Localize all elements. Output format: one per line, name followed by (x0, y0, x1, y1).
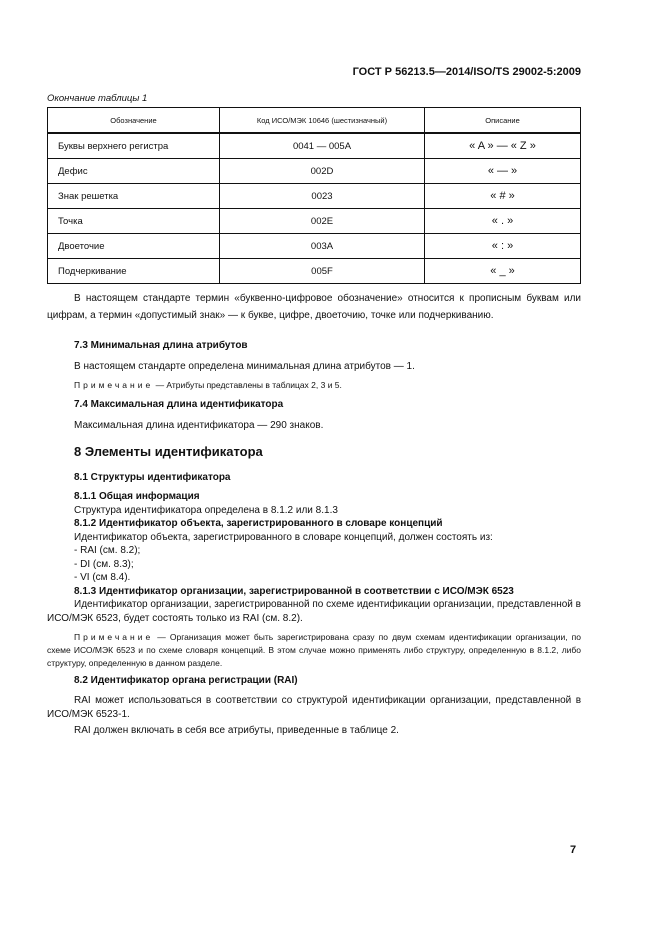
paragraph: RAI может использоваться в соответствии со структурой идентификации организации, представленной в ИСО/МЭК 6523-1. (47, 695, 581, 720)
designation-cell: Двоеточие (48, 234, 220, 259)
note-label: Примечание (74, 380, 154, 390)
paragraph: Максимальная длина идентификатора — 290 знаков. (74, 420, 324, 431)
code-cell: 002D (220, 159, 425, 184)
description-cell: « . » (425, 209, 581, 234)
description-cell: « _ » (425, 259, 581, 284)
paragraph: Идентификатор объекта, зарегистрированного в словаре концепций, должен состоять из: (74, 531, 493, 543)
table-row (48, 133, 581, 159)
section-heading: 8.1 Структуры идентификатора (74, 472, 231, 483)
designation-cell: Дефис (48, 159, 220, 184)
code-cell: 003A (220, 234, 425, 259)
column-header: Обозначение (48, 108, 220, 134)
paragraph: Идентификатор организации, зарегистрированной по схеме идентификации организации, представленной в ИСО/МЭК 6523, будет состоять только из RAI (см. 8.2). (47, 599, 581, 624)
section-heading: 8.2 Идентификатор органа регистрации (RAI) (74, 675, 298, 686)
code-cell: 005F (220, 259, 425, 284)
description-cell: « A » — « Z » (425, 133, 581, 159)
list-item: - DI (см. 8.3); (74, 558, 134, 570)
paragraph: Структура идентификатора определена в 8.1.2 или 8.1.3 (74, 504, 338, 516)
column-header: Код ИСО/МЭК 10646 (шестизначный) (220, 108, 425, 134)
section-8-1-body (47, 490, 581, 625)
section-heading: 7.4 Максимальная длина идентификатора (74, 399, 284, 410)
page-number: 7 (570, 844, 577, 856)
description-cell: « — » (425, 159, 581, 184)
subsection-heading: 8.1.1 Общая информация (74, 491, 200, 502)
section-8-2-body (47, 694, 581, 738)
list-item: - VI (см 8.4). (74, 572, 131, 583)
intro-paragraph: В настоящем стандарте термин «буквенно-цифровое обозначение» относится к прописным буквам или цифрам, а термин «допустимый знак» — к букве, цифре, двоеточию, точке или подчеркиванию. (47, 293, 581, 321)
note (47, 380, 581, 390)
designation-cell: Знак решетка (48, 184, 220, 209)
character-table (47, 107, 581, 284)
column-header: Описание (425, 108, 581, 134)
designation-cell: Буквы верхнего регистра (48, 133, 220, 159)
description-cell: « : » (425, 234, 581, 259)
subsection-heading: 8.1.2 Идентификатор объекта, зарегистрированного в словаре концепций (74, 518, 443, 529)
description-cell: « # » (425, 184, 581, 209)
table-row (48, 259, 581, 284)
note-label: Примечание (74, 632, 154, 642)
paragraph: В настоящем стандарте определена минимальная длина атрибутов — 1. (74, 361, 415, 372)
document-header: ГОСТ Р 56213.5—2014/ISO/TS 29002-5:2009 (352, 66, 581, 78)
section-heading: 7.3 Минимальная длина атрибутов (74, 340, 248, 351)
table-row (48, 234, 581, 259)
designation-cell: Подчеркивание (48, 259, 220, 284)
code-cell: 0023 (220, 184, 425, 209)
table-row (48, 209, 581, 234)
designation-cell: Точка (48, 209, 220, 234)
note-text: — Атрибуты представлены в таблицах 2, 3 и 5. (153, 380, 342, 390)
note-text: — Организация может быть зарегистрирована сразу по двум схемам идентификации организации, по схеме ИСО/МЭК 6523 и по схеме словаря концепций. В этом случае можно применять либо структуру, определенную в 8.1.2, либо структуру, определенную в данном разделе. (47, 632, 581, 668)
code-cell: 002E (220, 209, 425, 234)
code-cell: 0041 — 005A (220, 133, 425, 159)
table-row (48, 159, 581, 184)
paragraph: RAI должен включать в себя все атрибуты, приведенные в таблице 2. (74, 725, 399, 736)
table-caption: Окончание таблицы 1 (47, 93, 148, 104)
note (47, 631, 581, 670)
chapter-heading: 8 Элементы идентификатора (74, 444, 263, 459)
table-row (48, 184, 581, 209)
list-item: - RAI (см. 8.2); (74, 545, 141, 556)
subsection-heading: 8.1.3 Идентификатор организации, зарегистрированной в соответствии с ИСО/МЭК 6523 (74, 585, 514, 597)
